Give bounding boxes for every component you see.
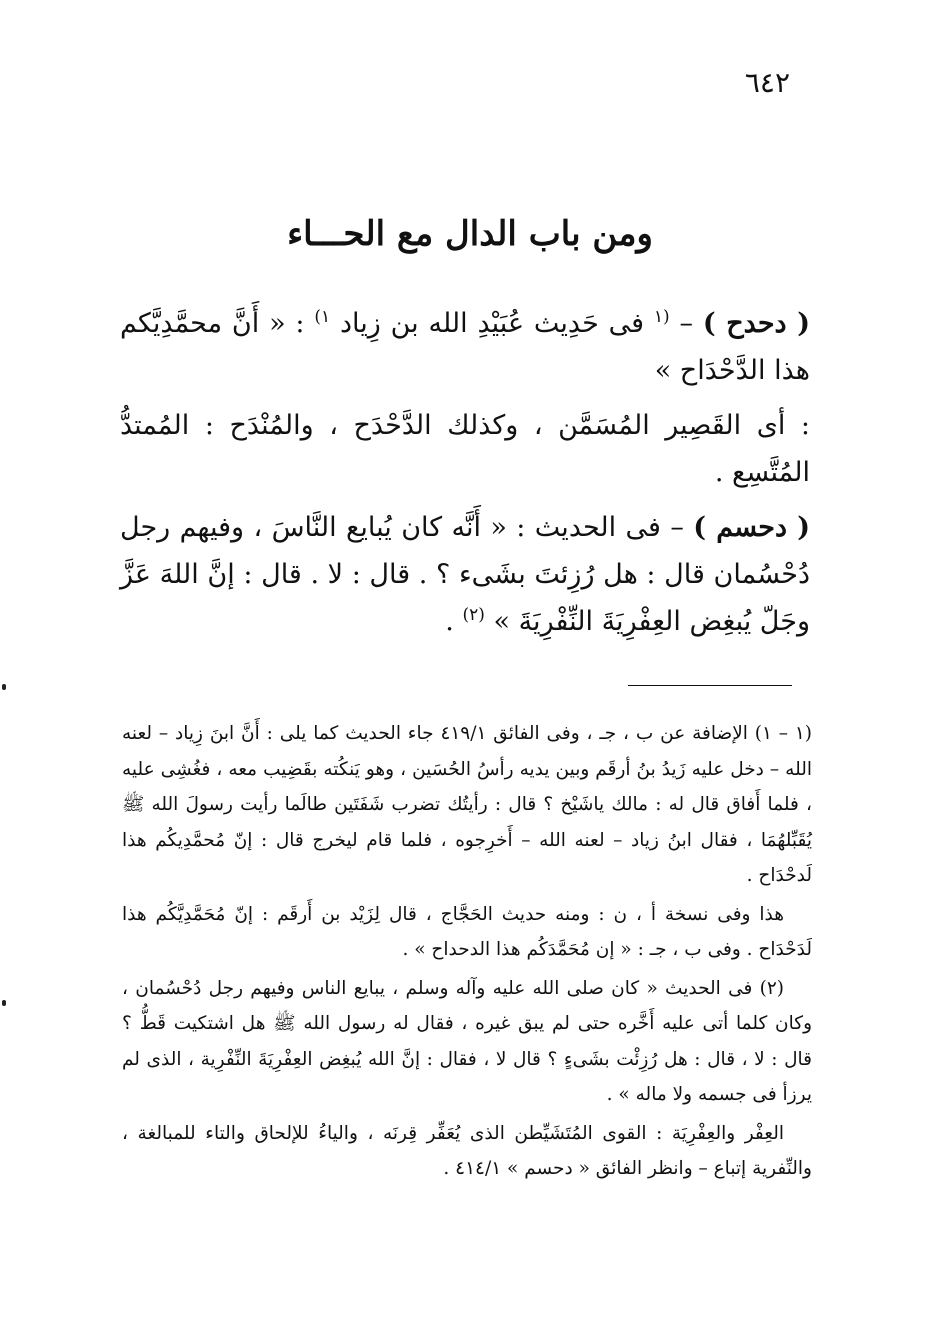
footnote-marker: ١) bbox=[314, 307, 331, 327]
entry-dahsam bbox=[120, 504, 810, 645]
entry-text: – bbox=[669, 308, 703, 339]
footnote: (١ – ١) الإضافة عن ب ، جـ ، وفى الفائق ٤١٩/١ جاء الحديث كما يلى : أَنَّ ابنَ زِياد – لعنه الله – دخل عليه زَيدُ بنُ أرقَم وبين يديه رأسُ الحُسَين ، وهو يَنكُته بقَضِيب معه ، فغُشِى عليه ، فلما أَفاق قال له : مالك ياشَيْخ ؟ قال : رأيتُك تضرب شَفَتَين طالَما رأيت رسولَ الله ﷺ يُقَبِّلهُمَا ، فقال ابنُ زياد – لعنه الله – أَخرِجوه ، فلما قام ليخرج قال : إنّ مُحمَّدِيكُم هذا لَدحْدَاح . bbox=[122, 723, 812, 886]
section-title: ومن باب الدال مع الحـــاء bbox=[287, 214, 653, 254]
scan-edge-mark bbox=[2, 684, 6, 690]
scan-edge-mark bbox=[2, 1000, 6, 1006]
entry-headword: ( دحدح ) bbox=[702, 308, 810, 339]
entry-headword: ( دحسم ) bbox=[693, 512, 810, 543]
entry-text: فى حَدِيث عُبَيْدِ الله بن زِياد bbox=[330, 308, 654, 339]
entry-text: : « أَنَّ محمَّدِيَّكم هذا الدَّحْدَاح » bbox=[120, 308, 810, 386]
entry-text: . bbox=[445, 606, 463, 637]
entry-text: : أى القَصِير المُسَمَّن ، وكذلك الدَّحْدَح ، والمُنْدَح : المُمتدُّ المُتَّسِع . bbox=[120, 410, 810, 488]
main-text bbox=[120, 300, 810, 653]
entry-text: – فى الحديث : « أَنَّه كان يُبايع النَّاسَ ، وفيهم رجل دُحْسُمان قال : هل رُزِئتَ بشَىء ؟ . قال : لا . قال : إنَّ اللهَ عَزَّ وجَلّ يُبغِض العِفْرِيَةَ النِّفْرِيَةَ » bbox=[120, 512, 810, 637]
footnote: (٢) فى الحديث « كان صلى الله عليه وآله وسلم ، يبايع الناس وفيهم رجل دُحْسُمان ، وكان كلما أتى عليه أَخَّره حتى لم يبق غيره ، فقال له رسول الله ﷺ هل اشتكيت قَطُّ ؟ قال : لا ، قال : هل رُزِئْت بشَىءٍ ؟ قال لا ، فقال : إنَّ الله يُبغِض العِفْرِيَةَ النِّفْرِية ، الذى لم يرزأ فى جسمه ولا ماله » . bbox=[122, 977, 812, 1105]
footnotes bbox=[122, 716, 812, 1190]
footnote-marker: (١ bbox=[653, 307, 670, 327]
page-number: ٦٤٢ bbox=[744, 66, 790, 99]
footnote-divider bbox=[628, 685, 792, 686]
footnote: هذا وفى نسخة أ ، ن : ومنه حديث الحَجَّاج ، قال لِزَيْد بن أَرقَم : إنّ مُحَمَّدِيَّكُم هذا لَدَحْدَاح . وفى ب ، جـ : « إن مُحَمَّدَكُم هذا الدحداح » . bbox=[122, 903, 812, 960]
footnote: العِفْر والعِفْرِيَة : القوى المُتَشَيِّطن الذى يُعَفِّر قِرنَه ، والياءُ للإلحاق والتاء للمبالغة ، والنِّفرية إتباع – وانظر الفائق « دحسم » ٤١٤/١ . bbox=[122, 1122, 812, 1179]
entry-explanation bbox=[120, 402, 810, 496]
entry-dahdah bbox=[120, 300, 810, 394]
footnote-marker: (٢) bbox=[462, 605, 485, 625]
